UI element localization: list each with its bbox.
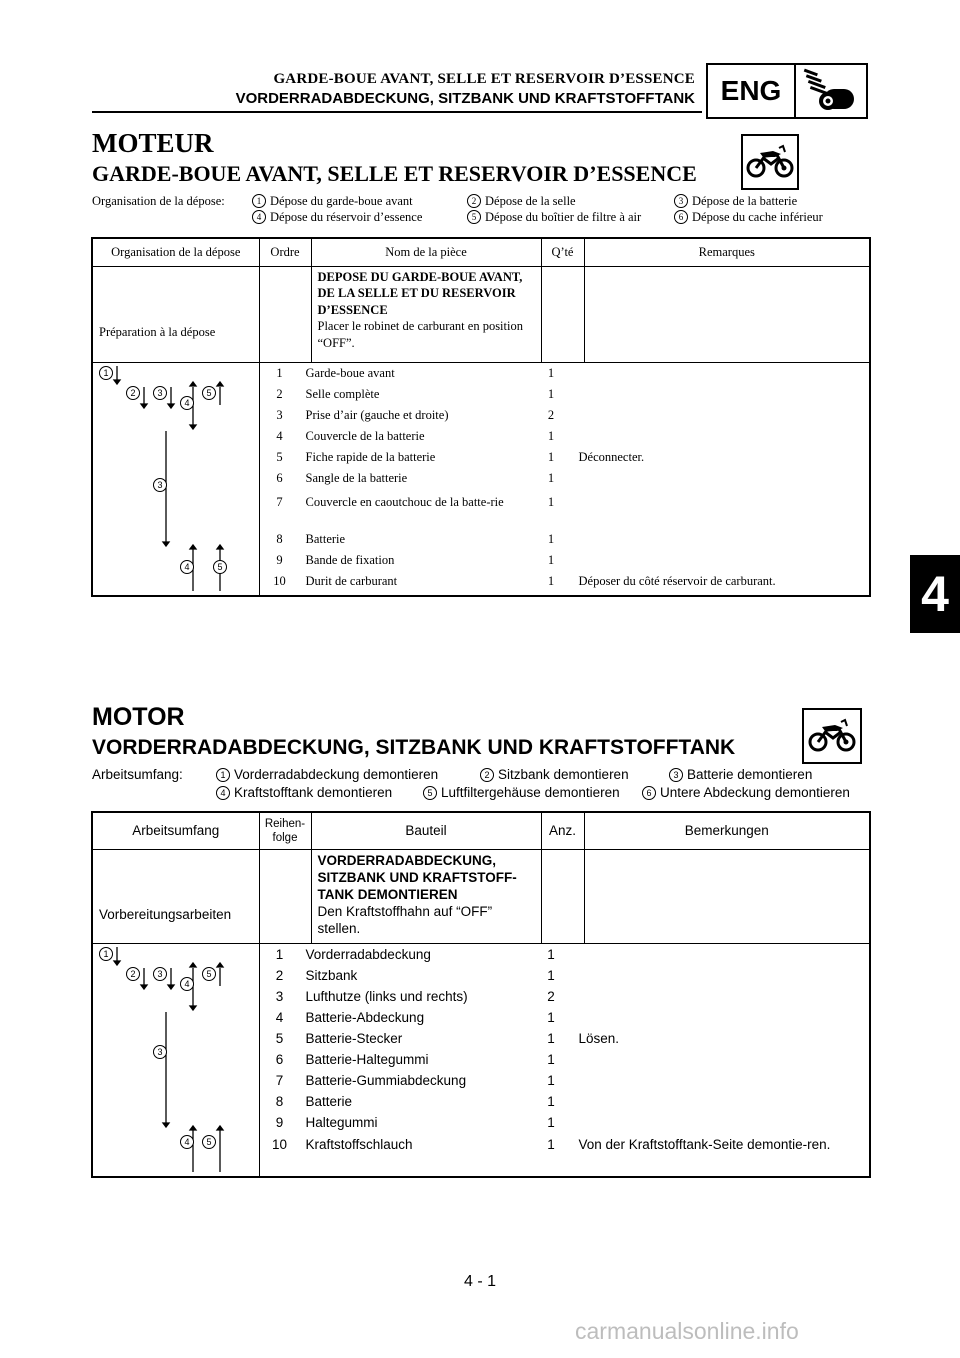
diagram-label: 5 — [217, 561, 223, 572]
eng-label: ENG — [708, 65, 796, 117]
page-title-de: VORDERRADABDECKUNG, SITZBANK UND KRAFTSTOFFTANK — [92, 736, 736, 759]
prep-text: Placer le robinet de carburant en position “OFF”. — [317, 319, 523, 350]
page-title-fr: GARDE-BOUE AVANT, SELLE ET RESERVOIR D’ESSENCE — [92, 161, 697, 186]
table-row: 4 Couvercle de la batterie 1 — [276, 428, 555, 443]
prep-label: Préparation à la dépose — [92, 266, 259, 362]
engine-spring-icon — [796, 65, 866, 117]
parts-rows-fr — [259, 362, 870, 596]
diagram-label: 2 — [130, 387, 136, 398]
diagram-label: 3 — [157, 387, 163, 398]
diagram-label: 5 — [206, 387, 212, 398]
org-item-de-4: 4 Kraftstofftank demontieren — [216, 785, 392, 800]
org-item-de-6: 6 Untere Abdeckung demontieren — [642, 785, 850, 800]
org-item-de-2: 2 Sitzbank demontieren — [480, 767, 629, 782]
diagram-label: 1 — [103, 948, 109, 959]
table-row: 5 Fiche rapide de la batterie 1 Déconnecter. — [276, 449, 645, 464]
col-header: Ordre — [259, 238, 311, 266]
table-row: 8 Batterie 1 — [275, 1093, 555, 1109]
col-header: Bauteil — [311, 812, 541, 849]
table-row: 9 Bande de fixation 1 — [276, 552, 555, 567]
col-header: Arbeitsumfang — [92, 812, 259, 849]
table-row: 1 Vorderradabdeckung 1 — [275, 946, 555, 962]
diagram-label: 5 — [206, 1136, 212, 1147]
table-row: 3 Lufthutze (links und rechts) 2 — [275, 988, 555, 1004]
prep-title: DEPOSE DU GARDE-BOUE AVANT, DE LA SELLE ET DU RESERVOIR D’ESSENCE — [317, 269, 523, 317]
col-header: Bemerkungen — [584, 812, 870, 849]
diagram-label: 4 — [184, 978, 190, 989]
parts-rows-de — [259, 943, 870, 1177]
org-label-fr: Organisation de la dépose: — [92, 194, 225, 208]
org-item-fr-4: 4 Dépose du réservoir d’essence — [252, 210, 422, 225]
prep-cell — [311, 266, 541, 362]
table-row: 8 Batterie 1 — [276, 531, 555, 546]
header-rule — [92, 111, 702, 113]
col-header: Organisation de la dépose — [92, 238, 259, 266]
org-item-de-1: 1 Vorderradabdeckung demontieren — [216, 767, 438, 782]
diagram-label: 4 — [184, 1136, 190, 1147]
table-row: 4 Batterie-Abdeckung 1 — [275, 1009, 555, 1025]
diagram-label: 2 — [130, 968, 136, 979]
watermark: carmanualsonline.info — [575, 1318, 799, 1344]
col-header: Reihen-folge — [259, 812, 311, 849]
org-item-fr-3: 3 Dépose de la batterie — [674, 194, 797, 209]
org-item-fr-5: 5 Dépose du boîtier de filtre à air — [467, 210, 641, 225]
diagram-label: 5 — [206, 968, 212, 979]
table-row: 1 Garde-boue avant 1 — [276, 365, 555, 380]
table-row: 7 Batterie-Gummiabdeckung 1 — [275, 1072, 555, 1088]
diagram-label: 3 — [157, 968, 163, 979]
eng-badge — [706, 63, 868, 119]
table-row: 2 Selle complète 1 — [276, 386, 555, 401]
org-item-fr-1: 1 Dépose du garde-boue avant — [252, 194, 413, 209]
org-item-de-3: 3 Batterie demontieren — [669, 767, 812, 782]
motorcycle-icon — [741, 134, 799, 190]
parts-table-fr — [91, 237, 871, 597]
table-row: 2 Sitzbank 1 — [275, 967, 555, 983]
table-row: 7 Couvercle en caoutchouc de la batte-rie 1 — [276, 494, 555, 509]
motorcycle-icon — [802, 708, 862, 764]
col-header: Anz. — [541, 812, 584, 849]
section-title-fr: MOTEUR — [92, 128, 214, 158]
table-row: 6 Batterie-Haltegummi 1 — [275, 1051, 555, 1067]
prep-label: Vorbereitungsarbeiten — [92, 849, 259, 943]
page-number: 4 - 1 — [463, 1273, 496, 1290]
table-row: 9 Haltegummi 1 — [275, 1114, 555, 1130]
prep-text: Den Kraftstoffhahn auf “OFF” stellen. — [317, 903, 493, 936]
diagram-arrows — [93, 363, 260, 591]
header-title-fr: GARDE-BOUE AVANT, SELLE ET RESERVOIR D’ESSENCE — [273, 71, 695, 87]
col-header: Q’té — [541, 238, 584, 266]
prep-cell — [311, 849, 541, 943]
table-row: 10 Kraftstoffschlauch 1 Von der Kraftstofftank-Seite demontie-ren. — [271, 1136, 831, 1152]
parts-table-de — [91, 811, 871, 1178]
chapter-tab: 4 — [910, 555, 960, 633]
diagram-label: 1 — [103, 367, 109, 378]
table-row: 5 Batterie-Stecker 1 Lösen. — [275, 1030, 620, 1046]
org-item-de-5: 5 Luftfiltergehäuse demontieren — [423, 785, 620, 800]
col-header: Nom de la pièce — [311, 238, 541, 266]
diagram-label: 3 — [157, 479, 163, 490]
diagram-label: 4 — [184, 397, 190, 408]
table-row: 6 Sangle de la batterie 1 — [276, 470, 555, 485]
order-diagram-fr — [92, 362, 259, 596]
diagram-arrows — [93, 944, 260, 1172]
prep-title: VORDERRADABDECKUNG, SITZBANK UND KRAFTSTOFF-TANK DEMONTIEREN — [317, 852, 517, 902]
table-row: 3 Prise d’air (gauche et droite) 2 — [276, 407, 555, 422]
header-title-de: VORDERRADABDECKUNG, SITZBANK UND KRAFTSTOFFTANK — [235, 90, 695, 107]
org-item-fr-2: 2 Dépose de la selle — [467, 194, 576, 209]
section-title-de: MOTOR — [92, 703, 185, 731]
diagram-label: 3 — [157, 1046, 163, 1057]
table-row: 10 Durit de carburant 1 Déposer du côté réservoir de carburant. — [273, 573, 776, 588]
org-item-fr-6: 6 Dépose du cache inférieur — [674, 210, 823, 225]
order-diagram-de — [92, 943, 259, 1177]
col-header: Remarques — [584, 238, 870, 266]
diagram-label: 4 — [184, 561, 190, 572]
org-label-de: Arbeitsumfang: — [92, 767, 183, 782]
